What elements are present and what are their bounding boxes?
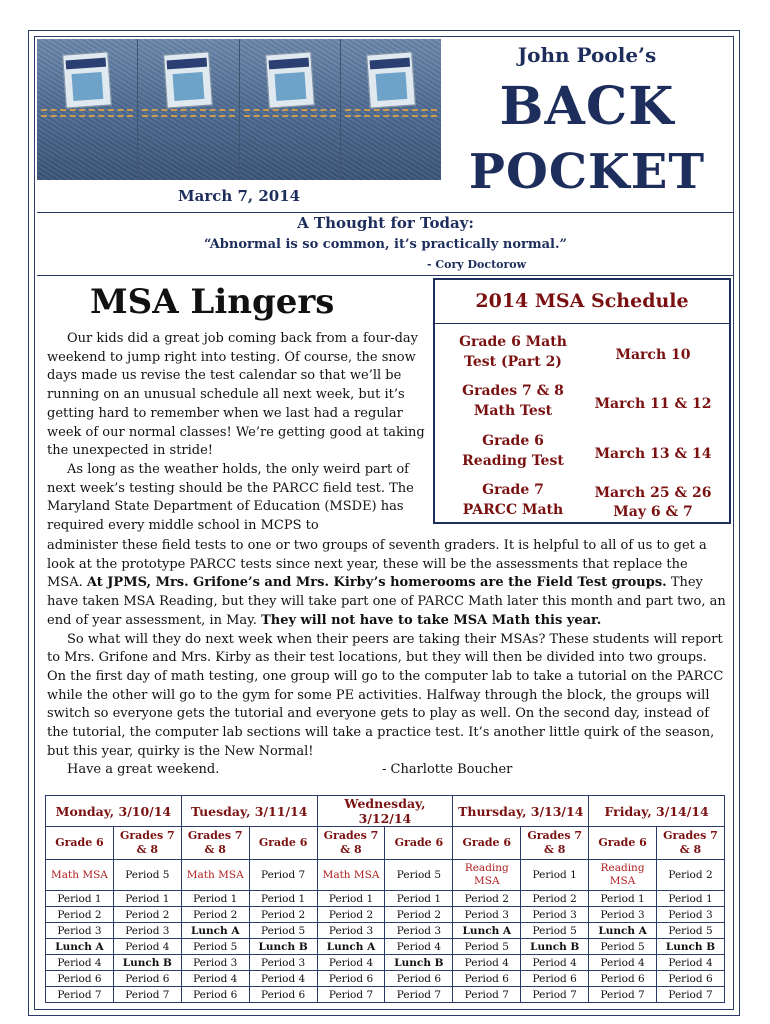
schedule-row <box>449 431 719 477</box>
table-cell: Period 2 <box>46 907 114 923</box>
table-cell: Period 1 <box>521 860 589 891</box>
table-cell: Period 7 <box>385 987 453 1003</box>
table-cell: Period 4 <box>181 971 249 987</box>
table-row <box>46 939 725 955</box>
table-cell: Math MSA <box>317 860 385 891</box>
table-row <box>46 987 725 1003</box>
thought-quote: “Abnormal is so common, it’s practically normal.” <box>204 237 567 252</box>
jeans-pocket-photo <box>37 39 138 180</box>
grade-header: Grades 7 & 8 <box>181 827 249 860</box>
table-cell: Period 5 <box>181 939 249 955</box>
table-cell: Period 5 <box>453 939 521 955</box>
table-cell: Period 4 <box>453 955 521 971</box>
table-cell: Lunch A <box>453 923 521 939</box>
table-cell: Period 2 <box>385 907 453 923</box>
table-cell: Period 6 <box>453 971 521 987</box>
table-cell: Period 4 <box>657 955 725 971</box>
masthead-photo-strip <box>37 39 441 180</box>
table-cell: Period 2 <box>181 907 249 923</box>
emphasis-text: At JPMS, Mrs. Grifone’s and Mrs. Kirby’s homerooms are the Field Test groups. <box>86 575 667 591</box>
table-cell: Period 3 <box>113 923 181 939</box>
article-intro-column <box>47 330 425 536</box>
schedule-row <box>449 381 719 427</box>
schedule-title: 2014 MSA Schedule <box>475 290 689 312</box>
newsletter-title-back: BACK <box>499 76 675 137</box>
table-cell: Math MSA <box>46 860 114 891</box>
table-cell: Reading MSA <box>453 860 521 891</box>
table-cell: Period 2 <box>113 907 181 923</box>
table-cell: Period 2 <box>249 907 317 923</box>
grade-header: Grade 6 <box>589 827 657 860</box>
day-header: Tuesday, 3/11/14 <box>181 796 317 827</box>
article-signature: - Charlotte Boucher <box>382 762 513 778</box>
table-cell: Lunch B <box>249 939 317 955</box>
table-cell: Period 4 <box>317 955 385 971</box>
table-row <box>46 971 725 987</box>
table-cell: Lunch A <box>317 939 385 955</box>
jeans-pocket-photo <box>138 39 239 180</box>
table-cell: Period 1 <box>385 891 453 907</box>
table-cell: Period 7 <box>453 987 521 1003</box>
jeans-pocket-photo <box>240 39 341 180</box>
table-cell: Period 7 <box>113 987 181 1003</box>
day-header: Monday, 3/10/14 <box>46 796 182 827</box>
article-headline: MSA Lingers <box>90 282 335 322</box>
emphasis-text: They will not have to take MSA Math this year. <box>261 612 602 628</box>
table-cell: Period 6 <box>46 971 114 987</box>
newsletter-title-pocket: POCKET <box>468 144 706 200</box>
schedule-test-label: Grades 7 & 8 Math Test <box>462 383 564 419</box>
schedule-test-date: March 11 & 12 <box>594 395 712 412</box>
jeans-pocket-photo <box>341 39 441 180</box>
table-cell: Lunch A <box>181 923 249 939</box>
table-cell: Period 2 <box>657 860 725 891</box>
schedule-test-label: Grade 6 Math Test (Part 2) <box>459 334 567 370</box>
weekly-schedule-table <box>45 795 725 1003</box>
schedule-row <box>449 480 719 526</box>
table-cell: Period 5 <box>521 923 589 939</box>
msa-schedule-box <box>433 278 731 524</box>
grade-header: Grade 6 <box>385 827 453 860</box>
table-cell: Period 3 <box>521 907 589 923</box>
table-cell: Period 7 <box>521 987 589 1003</box>
schedule-test-date: March 13 & 14 <box>594 445 712 462</box>
table-cell: Period 5 <box>113 860 181 891</box>
table-cell: Lunch B <box>657 939 725 955</box>
table-cell: Period 6 <box>657 971 725 987</box>
table-cell: Period 5 <box>657 923 725 939</box>
table-cell: Period 6 <box>317 971 385 987</box>
schedule-test-date: March 25 & 26 May 6 & 7 <box>594 485 712 520</box>
table-cell: Period 7 <box>46 987 114 1003</box>
article-paragraph: Our kids did a great job coming back from a four-day weekend to jump right into testing. Of course, the snow days made us revise the test calendar so that we’ll be running on an unusual schedule all next week, but it’s getting hard to remember when we last had a regular week of our normal classes! We’re getting good at taking the unexpected in stride! <box>47 331 425 459</box>
table-cell: Period 3 <box>46 923 114 939</box>
thought-attribution: - Cory Doctorow <box>427 258 527 271</box>
table-cell: Period 2 <box>317 907 385 923</box>
table-cell: Period 7 <box>317 987 385 1003</box>
schedule-row <box>449 332 719 378</box>
schedule-test-label: Grade 6 Reading Test <box>462 433 564 469</box>
grade-header: Grades 7 & 8 <box>113 827 181 860</box>
table-cell: Period 1 <box>46 891 114 907</box>
grade-header: Grade 6 <box>46 827 114 860</box>
table-cell: Period 6 <box>589 971 657 987</box>
article-paragraph: As long as the weather holds, the only weird part of next week’s testing should be the PARCC field test. The Maryland State Department of Education (MSDE) has required every middle school in MCPS to <box>47 461 414 534</box>
table-cell: Lunch B <box>113 955 181 971</box>
table-cell: Period 6 <box>385 971 453 987</box>
day-header: Friday, 3/14/14 <box>589 796 725 827</box>
article-body <box>47 537 727 780</box>
table-row <box>46 907 725 923</box>
table-cell: Period 7 <box>589 987 657 1003</box>
table-cell: Period 4 <box>46 955 114 971</box>
table-row <box>46 923 725 939</box>
table-cell: Period 2 <box>453 891 521 907</box>
table-cell: Period 1 <box>589 891 657 907</box>
article-paragraph: administer these field tests to one or two groups of seventh graders. It is helpful to all of us to get a look at the prototype PARCC tests since next year, these will be the assessments that replace the MSA. At JPMS, Mrs. Grifone’s and Mrs. Kirby’s homerooms are the Field Test groups. They have taken MSA Reading, but they will take part one of PARCC Math later this month and part two, an end of year assessment, in May. They will not have to take MSA Math this year. <box>47 538 726 628</box>
table-cell: Period 6 <box>113 971 181 987</box>
table-cell: Period 1 <box>113 891 181 907</box>
issue-date: March 7, 2014 <box>178 187 301 205</box>
grade-header: Grade 6 <box>249 827 317 860</box>
grade-header: Grades 7 & 8 <box>521 827 589 860</box>
table-cell: Period 5 <box>385 860 453 891</box>
table-cell: Lunch B <box>521 939 589 955</box>
table-cell: Period 4 <box>249 971 317 987</box>
table-cell: Period 3 <box>181 955 249 971</box>
day-header-row <box>46 796 725 827</box>
table-cell: Math MSA <box>181 860 249 891</box>
table-cell: Period 5 <box>249 923 317 939</box>
thought-divider <box>37 275 734 276</box>
table-cell: Period 3 <box>249 955 317 971</box>
table-cell: Period 6 <box>249 987 317 1003</box>
article-paragraph: So what will they do next week when their peers are taking their MSAs? These students will report to Mrs. Grifone and Mrs. Kirby as their test locations, but they will then be divided into two groups. On the first day of math testing, one group will go to the computer lab to take a tutorial on the PARCC while the other will go to the gym for some PE activities. Halfway through the block, the groups will switch so everyone gets the tutorial and everyone gets to play as well. On the second day, instead of the tutorial, the computer lab sections will take a practice test. It’s another little quirk of the season, but this year, quirky is the New Normal! <box>47 631 724 759</box>
schedule-test-label: Grade 7 PARCC Math <box>462 482 564 518</box>
grade-header-row <box>46 827 725 860</box>
table-cell: Period 3 <box>657 907 725 923</box>
table-cell: Lunch B <box>385 955 453 971</box>
grade-header: Grades 7 & 8 <box>657 827 725 860</box>
table-cell: Period 4 <box>113 939 181 955</box>
table-cell: Period 6 <box>181 987 249 1003</box>
table-cell: Lunch A <box>46 939 114 955</box>
table-cell: Period 2 <box>521 891 589 907</box>
masthead-divider <box>37 212 734 213</box>
newsletter-author: John Poole’s <box>517 43 657 67</box>
article-signoff-line: Have a great weekend. - Charlotte Boucher <box>47 761 727 780</box>
day-header: Thursday, 3/13/14 <box>453 796 589 827</box>
table-cell: Period 5 <box>589 939 657 955</box>
table-cell: Period 6 <box>521 971 589 987</box>
table-cell: Period 7 <box>249 860 317 891</box>
table-cell: Period 4 <box>521 955 589 971</box>
table-cell: Period 7 <box>657 987 725 1003</box>
thought-heading: A Thought for Today: <box>297 214 474 232</box>
day-header: Wednesday, 3/12/14 <box>317 796 453 827</box>
schedule-test-date: March 10 <box>615 346 691 363</box>
table-cell: Period 4 <box>589 955 657 971</box>
table-cell: Period 1 <box>317 891 385 907</box>
table-cell: Period 1 <box>181 891 249 907</box>
table-cell: Period 3 <box>385 923 453 939</box>
table-cell: Period 3 <box>453 907 521 923</box>
table-cell: Period 3 <box>589 907 657 923</box>
table-row <box>46 891 725 907</box>
table-cell: Period 4 <box>385 939 453 955</box>
table-cell: Period 3 <box>317 923 385 939</box>
table-cell: Period 1 <box>657 891 725 907</box>
grade-header: Grade 6 <box>453 827 521 860</box>
table-row <box>46 955 725 971</box>
schedule-divider <box>435 323 729 324</box>
table-cell: Reading MSA <box>589 860 657 891</box>
grade-header: Grades 7 & 8 <box>317 827 385 860</box>
msa-row <box>46 860 725 891</box>
table-cell: Period 1 <box>249 891 317 907</box>
table-cell: Lunch A <box>589 923 657 939</box>
